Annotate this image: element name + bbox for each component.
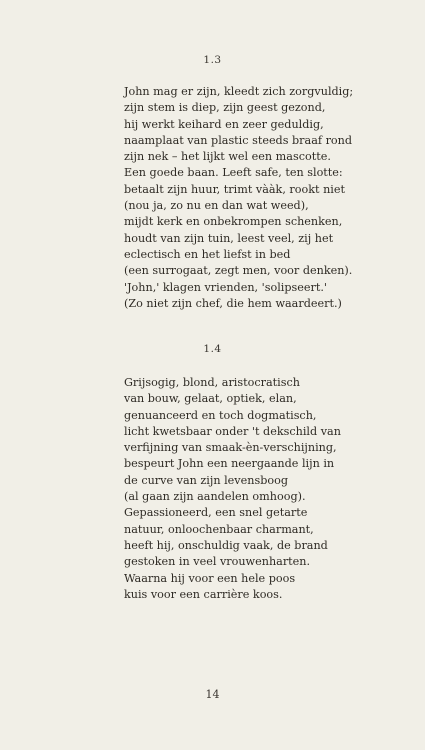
poem-line: (een surrogaat, zegt men, voor denken). — [124, 264, 353, 278]
poem-line: genuanceerd en toch dogmatisch, — [124, 408, 317, 422]
poem-line: van bouw, gelaat, optiek, elan, — [124, 392, 297, 406]
poem-line: kuis voor een carrière koos. — [124, 587, 283, 601]
poem-line: Grijsogig, blond, aristocratisch — [124, 376, 300, 389]
poem-line: Waarna hij voor een hele poos — [124, 571, 296, 585]
poem-line: Een goede baan. Leeft safe, ten slotte: — [124, 166, 343, 180]
page-number: 14 — [205, 688, 220, 701]
poem-line: bespeurt John een neergaande lijn in — [124, 457, 335, 471]
poem-line: gestoken in veel vrouwenharten. — [124, 555, 311, 569]
poem-line: zijn stem is diep, zijn geest gezond, — [124, 101, 326, 115]
poem-line: betaalt zijn huur, trimt vààk, rookt niet — [124, 182, 345, 196]
poem-line: Gepassioneerd, een snel getarte — [124, 506, 308, 520]
poem-line: de curve van zijn levensboog — [124, 473, 288, 487]
poem-line: eclectisch en het liefst in bed — [124, 247, 291, 261]
poem-line: naamplaat van plastic steeds braaf rond — [124, 133, 353, 147]
poem-line: mijdt kerk en onbekrompen schenken, — [124, 215, 343, 229]
poem-line: John mag er zijn, kleedt zich zorgvuldig; — [124, 85, 354, 98]
poem-line: (Zo niet zijn chef, die hem waardeert.) — [124, 296, 342, 310]
poem-line: heeft hij, onschuldig vaak, de brand — [124, 538, 328, 552]
poem-line: hij werkt keihard en zeer geduldig, — [124, 117, 324, 131]
poem-line: verfijning van smaak-èn-verschijning, — [124, 441, 337, 455]
poem-line: houdt van zijn tuin, leest veel, zij het — [124, 231, 334, 245]
poem-number: 1.4 — [203, 343, 222, 355]
poem-line: licht kwetsbaar onder 't dekschild van — [124, 424, 341, 438]
poem-line: zijn nek – het lijkt wel een mascotte. — [124, 150, 331, 164]
poem-line: natuur, onloochenbaar charmant, — [124, 522, 314, 536]
poem-stanza — [124, 84, 414, 312]
poem-line: (nou ja, zo nu en dan wat weed), — [124, 199, 309, 213]
poem-line: (al gaan zijn aandelen omhoog). — [124, 490, 306, 504]
poem-number: 1.3 — [203, 54, 222, 66]
poem-stanza — [124, 375, 414, 603]
poem-line: 'John,' klagen vrienden, 'solipseert.' — [124, 280, 327, 294]
